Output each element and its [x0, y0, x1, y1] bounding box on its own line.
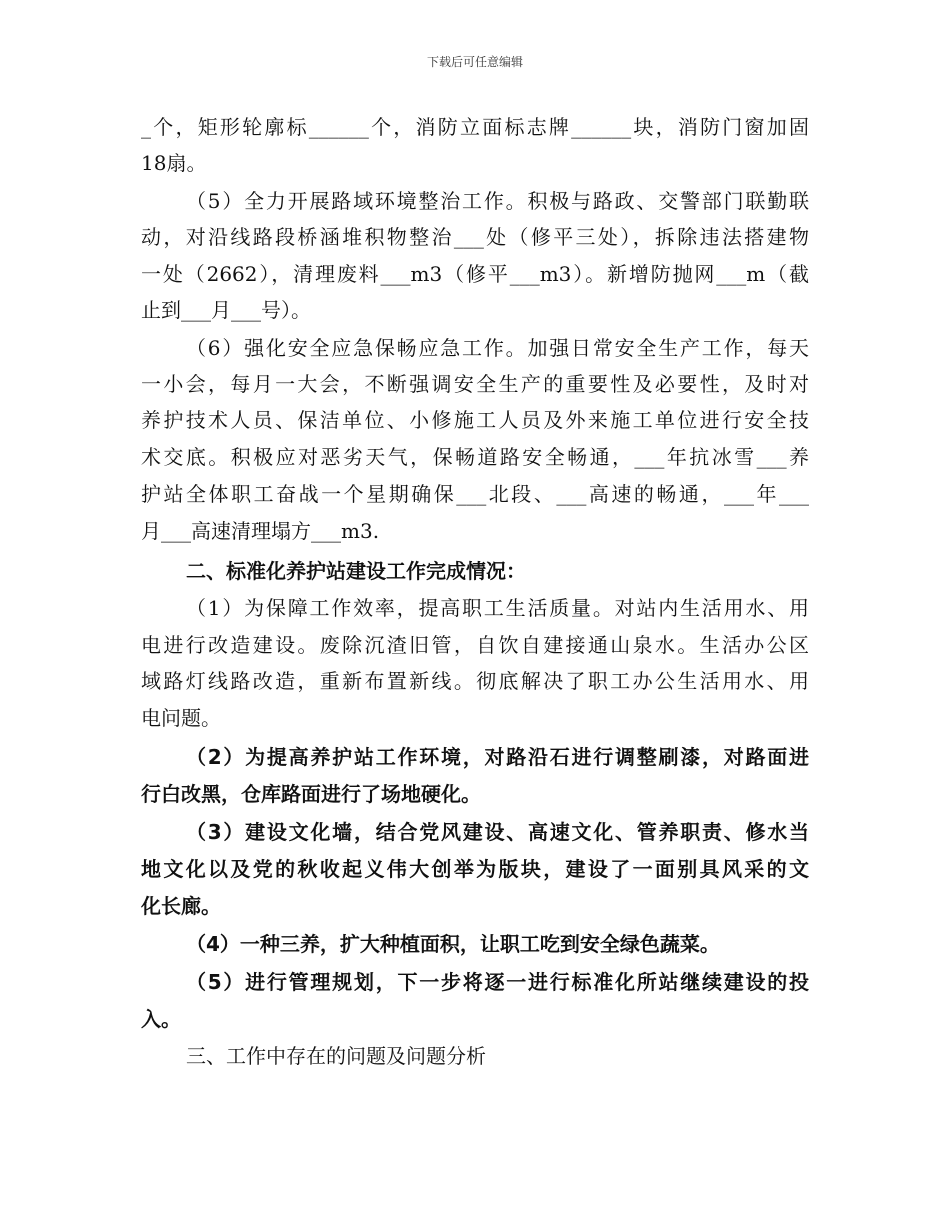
- text-line: 一处（2662），清理废料___m3（修平___m3）。新增防抛网___m（截: [141, 262, 809, 286]
- text-line: （2）为提高养护站工作环境，对路沿石进行调整刷漆，对路面进: [186, 745, 809, 769]
- text-line: （3）建设文化墙，结合党风建设、高速文化、管养职责、修水当: [186, 820, 809, 844]
- section-heading: 三、工作中存在的问题及问题分析: [186, 1044, 486, 1068]
- text-line: 地文化以及党的秋收起义伟大创举为版块，建设了一面别具风采的文: [141, 857, 809, 881]
- text-line: _个，矩形轮廓标______个，消防立面标志牌______块，消防门窗加固: [141, 115, 809, 139]
- text-line: 化长廊。: [141, 894, 221, 918]
- text-line: 电问题。: [141, 706, 221, 730]
- text-line: 月___高速清理塌方___m3.: [141, 519, 380, 543]
- text-line: 入。: [141, 1007, 181, 1031]
- text-line: 护站全体职工奋战一个星期确保___北段、___高速的畅通，___年___: [141, 482, 809, 506]
- text-line: （5）进行管理规划，下一步将逐一进行标准化所站继续建设的投: [186, 970, 809, 994]
- text-line: 电进行改造建设。废除沉渣旧管，自饮自建接通山泉水。生活办公区: [141, 633, 809, 657]
- text-line: 行白改黑，仓库路面进行了场地硬化。: [141, 782, 481, 806]
- text-line: 动，对沿线路段桥涵堆积物整治___处（修平三处），拆除违法搭建物: [141, 225, 809, 249]
- text-line: （6）强化安全应急保畅应急工作。加强日常安全生产工作，每天: [186, 336, 809, 360]
- header-note: 下载后可任意编辑: [426, 55, 523, 69]
- text-line: （4）一种三养，扩大种植面积，让职工吃到安全绿色蔬菜。: [186, 932, 720, 956]
- text-line: 术交底。积极应对恶劣天气，保畅道路安全畅通，___年抗冰雪___养: [141, 445, 809, 469]
- text-line: （5）全力开展路域环境整治工作。积极与路政、交警部门联勤联: [186, 189, 809, 213]
- text-line: 一小会，每月一大会，不断强调安全生产的重要性及必要性，及时对: [141, 372, 809, 396]
- text-line: 止到___月___号）。: [141, 298, 311, 322]
- text-line: （1）为保障工作效率，提高职工生活质量。对站内生活用水、用: [186, 596, 809, 620]
- text-line: 18扇。: [141, 151, 207, 175]
- section-heading: 二、标准化养护站建设工作完成情况：: [186, 559, 526, 583]
- text-line: 域路灯线路改造，重新布置新线。彻底解决了职工办公生活用水、用: [141, 669, 809, 693]
- text-line: 养护技术人员、保洁单位、小修施工人员及外来施工单位进行安全技: [141, 408, 809, 432]
